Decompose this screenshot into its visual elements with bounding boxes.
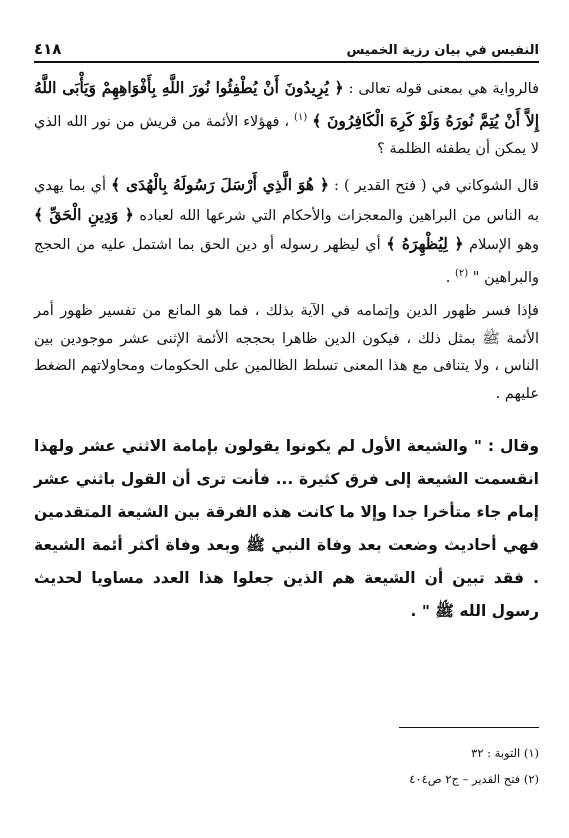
quran-verse: ﴿ هُوَ الَّذِي أَرْسَلَ رَسُولَهُ بِالْهُدَى ﴾ (111, 175, 329, 195)
paragraph-2 (34, 171, 539, 292)
page-number: ٤١٨ (34, 40, 62, 58)
quoted-passage: وقال : " والشيعة الأول لم يكونوا يقولون بإمامة الاثني عشر ولهذا انقسمت الشيعة إلى فرق كثيرة ... فأنت ترى أن القول باثني عشر إمام جاء متأخرا جدا وإلا ما كانت هذه الفرقة بين الشيعة المتقدمين فهي أحاديث وضعت بعد وفاة النبي ﷺ وبعد وفاة أكثر أئمة الشيعة . فقد تبين أن الشيعة هم الذين جعلوا هذا العدد مساويا لحديث رسول الله ﷺ " . (34, 437, 539, 621)
paragraph-1-intro: فالرواية هي بمعنى قوله تعالى : (343, 81, 539, 97)
book-title: النفيس في بيان رزية الخميس (346, 43, 539, 58)
quran-verse: ﴿ وَدِينِ الْحَقِّ ﴾ (34, 204, 134, 224)
footnote-ref-2: (٢) (455, 267, 469, 279)
paragraph-2-end: . (445, 269, 455, 286)
footnote-2: (٢) فتح القدير – ج٢ ص٤٠٤ (409, 772, 539, 786)
page-header (34, 34, 539, 63)
paragraph-2-text-2: وهو الإسلام (463, 237, 540, 254)
paragraph-2-text-3: أي ليظهر رسوله أو دين الحق بما اشتمل عليه من الحجج والبراهين " (34, 237, 539, 286)
footnotes (300, 740, 539, 792)
quran-verse: ﴿ يُرِيدُونَ أَنْ يُطْفِئُوا نُورَ اللَّهِ بِأَفْوَاهِهِمْ وَيَأْبَى اللَّهُ إِلاَّ أَنْ يُتِمَّ نُورَهُ وَلَوْ كَرِهَ الْكَافِرُونَ ﴾ (34, 78, 540, 130)
paragraph-1 (34, 74, 539, 163)
quran-verse: ﴿ لِيُظْهِرَهُ ﴾ (386, 234, 464, 254)
page-body (34, 70, 539, 628)
paragraph-3: فإذا فسر ظهور الدين وإتمامه في الآية بذلك ، فما هو المانع من تفسير ظهور أمر الأئمة ﷺ بمثل ذلك ، فيكون الدين ظاهرا بحججه الأئمة الإثنى عشر موجودين بين الناس ، ولا يتنافى مع هذا المعنى تسلط الظالمين على الحكومات ومحاولاتهم الضغط عليهم . (34, 303, 539, 402)
footnote-ref-1: (١) (294, 111, 308, 123)
paragraph-1-rest: ، فهؤلاء الأئمة من قريش من نور الله الذي لا يمكن أن يطفئه الظلمة ؟ (34, 113, 539, 157)
paragraph-2-intro: قال الشوكاني في ( فتح القدير ) : (329, 178, 539, 195)
paragraph-2-text-1: أي بما يهدي به الناس من البراهين والمعجزات والأحكام التي شرعها الله لعباده (34, 178, 539, 224)
footnote-divider (399, 727, 539, 728)
footnote-1: (١) التوبة : ٣٢ (471, 746, 539, 760)
